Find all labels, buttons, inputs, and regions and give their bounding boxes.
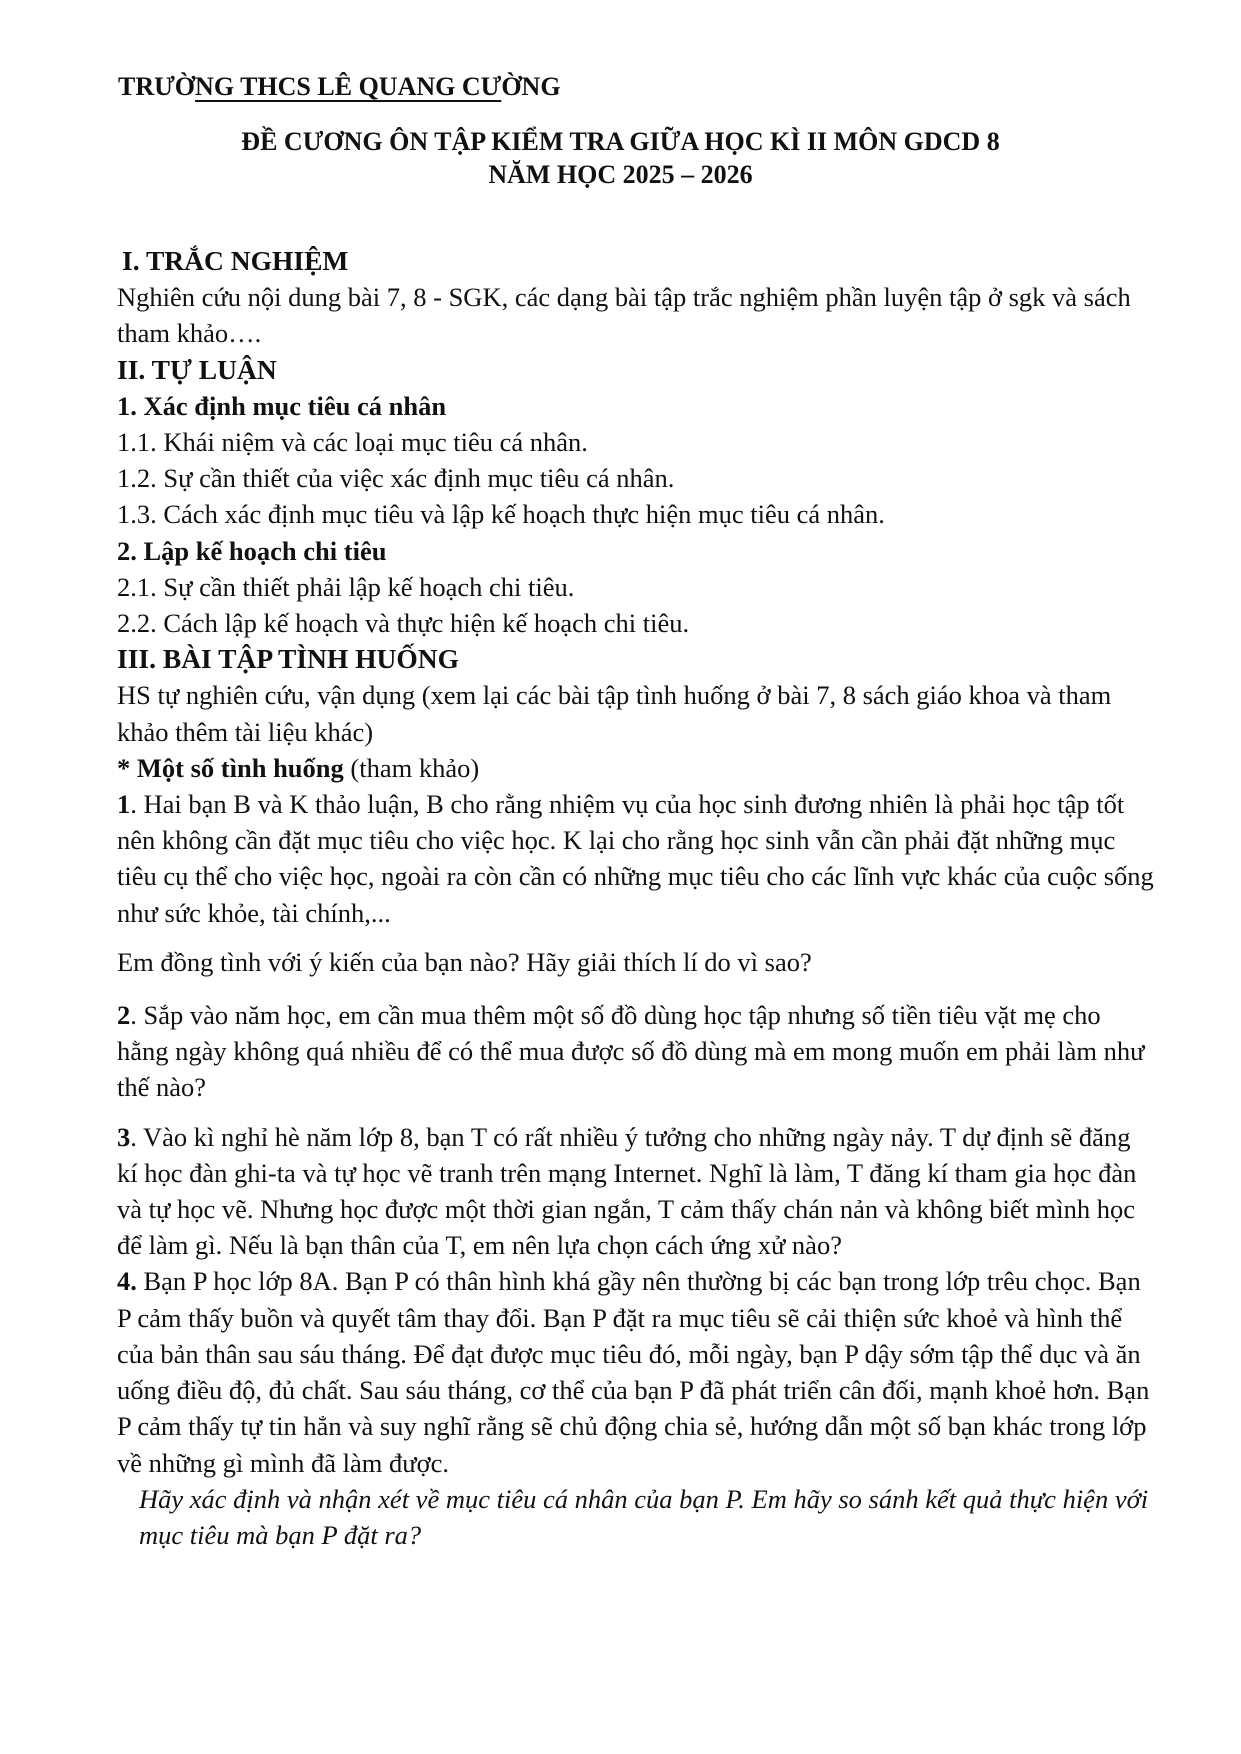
situation-1 — [117, 786, 1157, 931]
situation-2 — [117, 997, 1157, 1106]
situation-3 — [117, 1119, 1157, 1264]
situation-text: . Sắp vào năm học, em cần mua thêm một số đồ dùng học tập nhưng số tiền tiêu vặt mẹ cho hằng ngày không quá nhiều để có thể mua được số đồ dùng mà em mong muốn em phải làm như thế nào? — [117, 1000, 1145, 1103]
section1-text: Nghiên cứu nội dung bài 7, 8 - SGK, các dạng bài tập trắc nghiệm phần luyện tập ở sgk và sách tham khảo…. — [117, 282, 1131, 349]
document-title: ĐỀ CƯƠNG ÔN TẬP KIỂM TRA GIỮA HỌC KÌ II MÔN GDCD 8 — [241, 127, 1000, 156]
situation-number: 3 — [117, 1121, 131, 1152]
situations-heading — [117, 750, 1157, 786]
situation-number: 4. — [117, 1266, 137, 1297]
topic1-item: 1.2. Sự cần thiết của việc xác định mục tiêu cá nhân. — [117, 463, 675, 494]
document-body — [117, 243, 1157, 1553]
topic1-heading: 1. Xác định mục tiêu cá nhân — [117, 390, 447, 421]
document-subtitle: NĂM HỌC 2025 – 2026 — [488, 160, 753, 189]
situation-text: Bạn P học lớp 8A. Bạn P có thân hình khá gầy nên thường bị các bạn trong lớp trêu chọc. Bạn P cảm thấy buồn và quyết tâm thay đổi. Bạn P đặt ra mục tiêu sẽ cải thiện sức khoẻ và hình thể của bản thân sau sáu tháng. Để đạt được mục tiêu đó, mỗi ngày, bạn P dậy sớm tập thể dục và ăn uống điều độ, đủ chất. Sau sáu tháng, cơ thể của bạn P đã phát triển cân đối, mạnh khoẻ hơn. Bạn P cảm thấy tự tin hẳn và suy nghĩ rằng sẽ chủ động chia sẻ, hướng dẫn một số bạn khác trong lớp về những gì mình đã làm được. — [117, 1266, 1150, 1478]
situation-1-question: Em đồng tình với ý kiến của bạn nào? Hãy giải thích lí do vì sao? — [117, 946, 812, 977]
situation-number: 2 — [117, 1000, 131, 1031]
topic2-heading: 2. Lập kế hoạch chi tiêu — [117, 535, 387, 566]
topic1-item: 1.1. Khái niệm và các loại mục tiêu cá nhân. — [117, 427, 588, 458]
school-name-prefix: TRƯỜ — [118, 72, 196, 101]
situation-text: . Vào kì nghỉ hè năm lớp 8, bạn T có rất nhiều ý tưởng cho những ngày nảy. T dự định sẽ đăng kí học đàn ghi-ta và tự học vẽ tranh trên mạng Internet. Nghĩ là làm, T đăng kí tham gia học đàn và tự học vẽ. Nhưng học được một thời gian ngắn, T cảm thấy chán nản và không biết mình học để làm gì. Nếu là bạn thân của T, em nên lựa chọn cách ứng xử nào? — [117, 1121, 1137, 1261]
situations-heading-bold: * Một số tình huống — [117, 752, 344, 783]
school-name-underlined: NG THCS LÊ QUANG CƯ — [195, 72, 502, 101]
situation-4 — [117, 1263, 1157, 1480]
topic2-item: 2.2. Cách lập kế hoạch và thực hiện kế hoạch chi tiêu. — [117, 608, 690, 639]
school-name-suffix: ỜNG — [501, 72, 561, 101]
section3-heading: III. BÀI TẬP TÌNH HUỐNG — [117, 643, 460, 675]
section2-heading: II. TỰ LUẬN — [117, 353, 277, 385]
situation-number: 1 — [117, 789, 131, 820]
topic1-item: 1.3. Cách xác định mục tiêu và lập kế hoạch thực hiện mục tiêu cá nhân. — [117, 499, 885, 530]
final-question: Hãy xác định và nhận xét về mục tiêu cá nhân của bạn P. Em hãy so sánh kết quả thực hiện với mục tiêu mà bạn P đặt ra? — [139, 1483, 1149, 1550]
situation-text: . Hai bạn B và K thảo luận, B cho rằng nhiệm vụ của học sinh đương nhiên là phải học tập tốt nên không cần đặt mục tiêu cho việc học. K lại cho rằng học sinh vẫn cần phải đặt những mục tiêu cụ thể cho việc học, ngoài ra còn cần có những mục tiêu cho các lĩnh vực khác của cuộc sống như sức khỏe, tài chính,... — [117, 789, 1154, 928]
section3-intro: HS tự nghiên cứu, vận dụng (xem lại các bài tập tình huống ở bài 7, 8 sách giáo khoa và tham khảo thêm tài liệu khác) — [117, 680, 1112, 747]
situations-heading-rest: (tham khảo) — [343, 752, 480, 783]
topic2-item: 2.1. Sự cần thiết phải lập kế hoạch chi tiêu. — [117, 571, 575, 602]
school-name — [118, 72, 561, 102]
section1-heading: I. TRẮC NGHIỆM — [122, 245, 349, 276]
